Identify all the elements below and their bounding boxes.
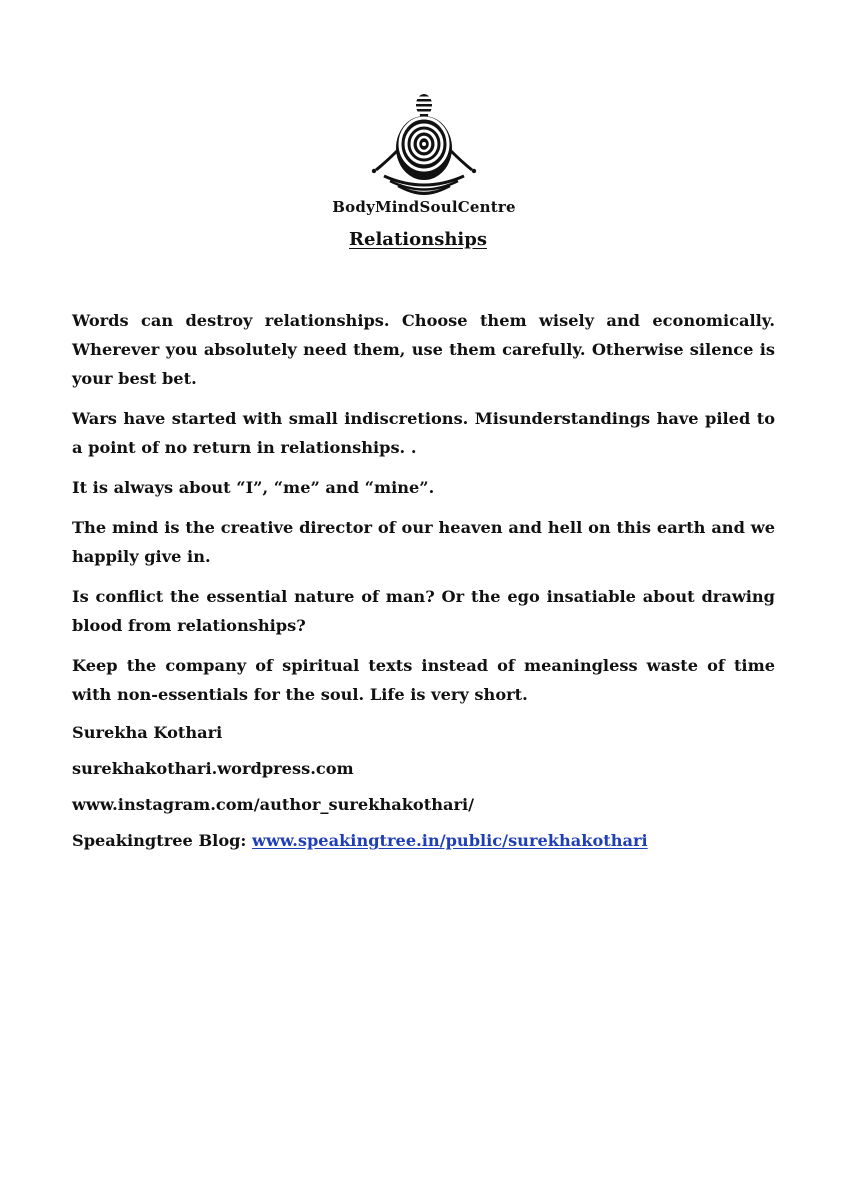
org-name: BodyMindSoulCentre xyxy=(332,198,516,216)
blog-label: Speakingtree Blog: xyxy=(72,831,253,850)
website-text: surekhakothari.wordpress.com xyxy=(72,759,354,778)
page-title: Relationships xyxy=(349,229,487,250)
article-body xyxy=(72,306,775,864)
paragraph-6: Keep the company of spiritual texts instead of meaningless waste of time with non-essentials for the soul. Life is very short. xyxy=(72,656,775,704)
paragraph-3: It is always about “I”, “me” and “mine”. xyxy=(72,478,435,497)
meditation-logo-icon xyxy=(366,92,482,196)
paragraph-4: The mind is the creative director of our heaven and hell on this earth and we happily give in. xyxy=(72,518,775,566)
blog-line xyxy=(72,828,775,853)
paragraph-1: Words can destroy relationships. Choose them wisely and economically. Wherever you absolutely need them, use them carefully. Otherwise silence is your best bet. xyxy=(72,311,775,388)
paragraph-5: Is conflict the essential nature of man? Or the ego insatiable about drawing blood from relationships? xyxy=(72,587,775,635)
instagram-text: www.instagram.com/author_surekhakothari/ xyxy=(72,795,475,814)
paragraph-2: Wars have started with small indiscretions. Misunderstandings have piled to a point of no return in relationships. . xyxy=(72,409,775,457)
author-name: Surekha Kothari xyxy=(72,723,223,742)
blog-link[interactable]: www.speakingtree.in/public/surekhakothari xyxy=(252,831,648,850)
